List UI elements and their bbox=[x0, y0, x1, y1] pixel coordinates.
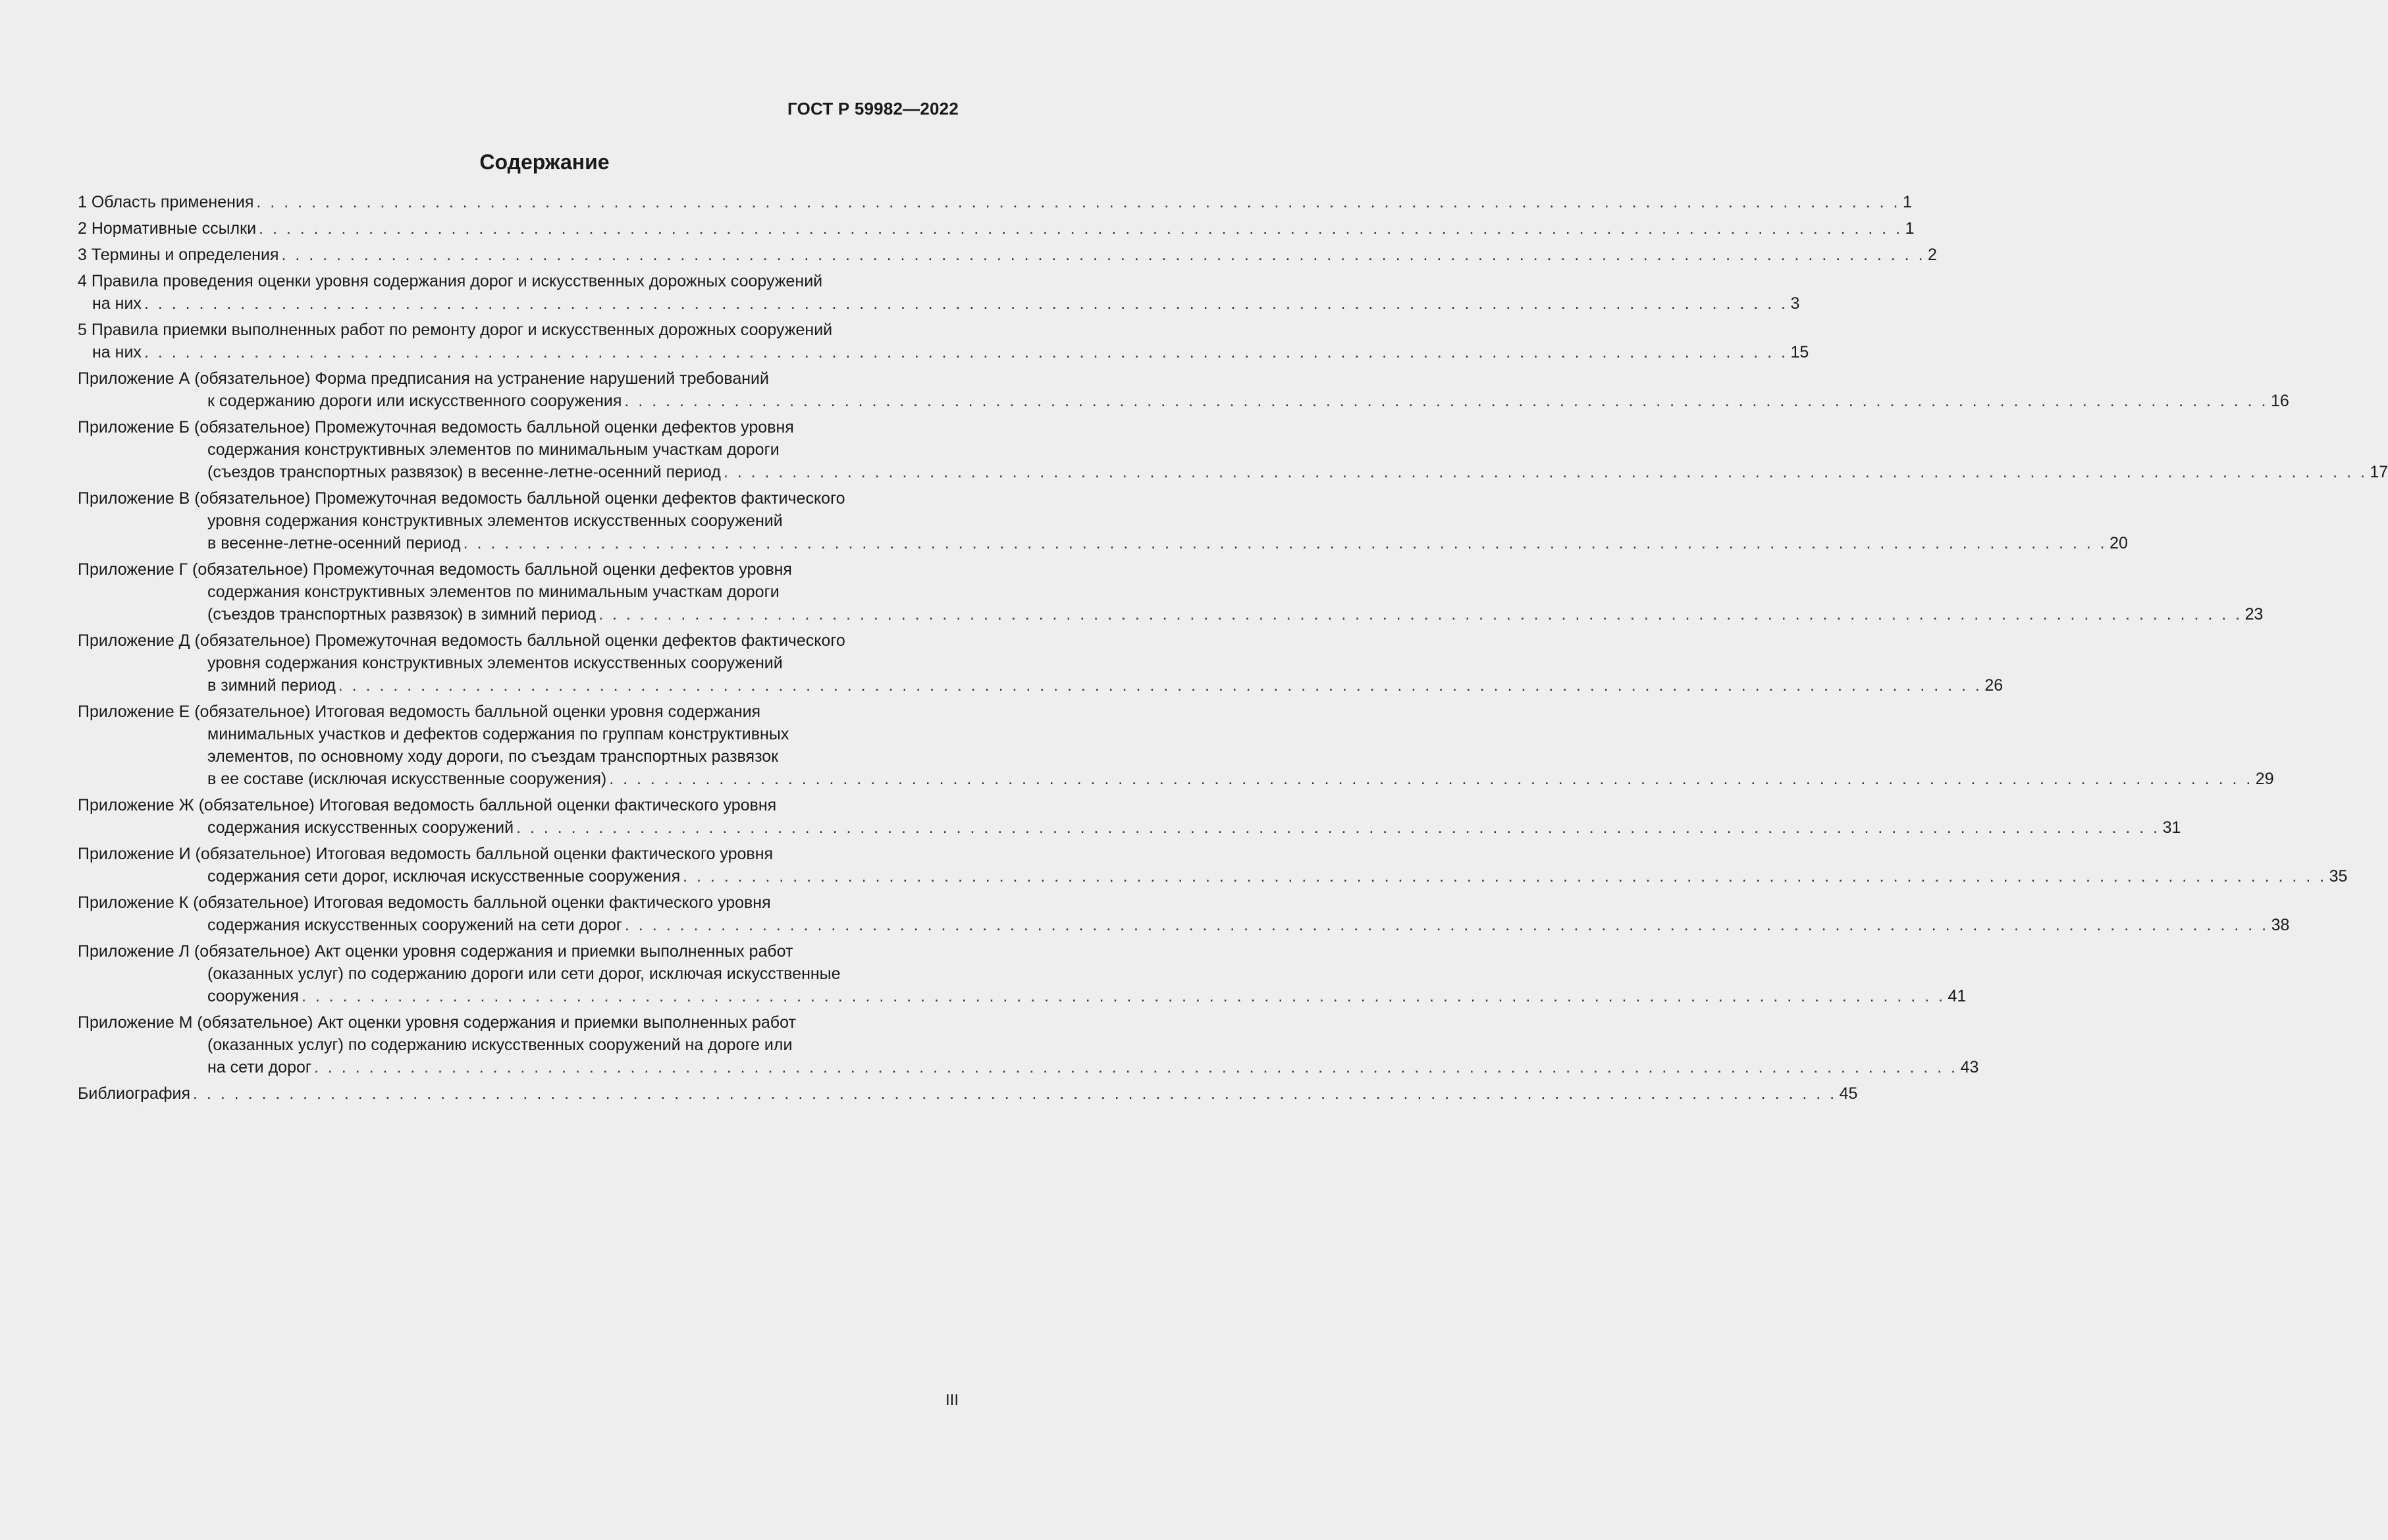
toc-entry-line: Приложение В (обязательное) Промежуточная ведомость балльной оценки дефектов фактического bbox=[78, 489, 845, 508]
toc-entry-line: минимальных участков и дефектов содержания по группам конструктивных bbox=[207, 725, 789, 743]
toc-entry-line: (съездов транспортных развязок) в зимний период bbox=[207, 605, 597, 624]
toc-entry[interactable] bbox=[78, 1082, 1858, 1105]
toc-entry[interactable] bbox=[78, 244, 1937, 266]
toc-entry-line: в весенне-летне-осенний период bbox=[207, 534, 461, 552]
toc-entry-line: 5 Правила приемки выполненных работ по ремонту дорог и искусственных дорожных сооружений bbox=[78, 321, 833, 339]
toc-page-number: 23 bbox=[2244, 605, 2264, 624]
page-title: Содержание bbox=[479, 150, 610, 174]
dot-leader: . . . . . . . . . . . . . . . . . . . . . . . . . . . . . . . . . . . . . . . . . . . . . . . . . . . . . . . . . . . . . . . . . . . . . . . . . . . . . . . . . . . . . . . . . . . . . . . . . . . . . . . . . . . . . . . . . . . . . . . . bbox=[609, 770, 2253, 788]
toc-entry-line: Приложение И (обязательное) Итоговая ведомость балльной оценки фактического уровня bbox=[78, 845, 774, 863]
toc-entry-line: Приложение К (обязательное) Итоговая ведомость балльной оценки фактического уровня bbox=[78, 893, 771, 912]
toc-page-number: 26 bbox=[1984, 676, 2003, 695]
toc-entry-line: Приложение Д (обязательное) Промежуточная ведомость балльной оценки дефектов фактического bbox=[78, 631, 845, 650]
toc-entry-line: Приложение А (обязательное) Форма предписания на устранение нарушений требований bbox=[78, 369, 769, 388]
toc-page-number: 31 bbox=[2162, 818, 2181, 837]
toc-entry-line: на них bbox=[92, 343, 142, 361]
dot-leader: . . . . . . . . . . . . . . . . . . . . . . . . . . . . . . . . . . . . . . . . . . . . . . . . . . . . . . . . . . . . . . . . . . . . . . . . . . . . . . . . . . . . . . . . . . . . . . . . . . . . . . . . . . . . . . . . . . . . . . . . bbox=[723, 463, 2368, 481]
dot-leader: . . . . . . . . . . . . . . . . . . . . . . . . . . . . . . . . . . . . . . . . . . . . . . . . . . . . . . . . . . . . . . . . . . . . . . . . . . . . . . . . . . . . . . . . . . . . . . . . . . . . . . . . . . . . . . . . . . . . . . . . bbox=[625, 916, 2269, 934]
toc-entry[interactable] bbox=[78, 701, 2274, 790]
dot-leader: . . . . . . . . . . . . . . . . . . . . . . . . . . . . . . . . . . . . . . . . . . . . . . . . . . . . . . . . . . . . . . . . . . . . . . . . . . . . . . . . . . . . . . . . . . . . . . . . . . . . . . . . . . . . . . . . . . . . . . . . bbox=[144, 343, 1788, 361]
dot-leader: . . . . . . . . . . . . . . . . . . . . . . . . . . . . . . . . . . . . . . . . . . . . . . . . . . . . . . . . . . . . . . . . . . . . . . . . . . . . . . . . . . . . . . . . . . . . . . . . . . . . . . . . . . . . . . . . . . . . . . . . bbox=[301, 987, 1946, 1005]
toc-entry[interactable] bbox=[78, 843, 2348, 888]
toc-page-number: 2 bbox=[1928, 246, 1937, 264]
toc-page-number: 45 bbox=[1839, 1084, 1858, 1103]
toc-entry-line: на сети дорог bbox=[207, 1058, 312, 1076]
toc-entry-line: Приложение Г (обязательное) Промежуточная ведомость балльной оценки дефектов уровня bbox=[78, 560, 792, 579]
toc-entry-line: к содержанию дороги или искусственного сооружения bbox=[207, 392, 622, 410]
toc-page-number: 16 bbox=[2270, 392, 2289, 410]
toc-entry-line: 4 Правила проведения оценки уровня содержания дорог и искусственных дорожных сооружений bbox=[78, 272, 823, 290]
toc-entry-line: содержания сети дорог, исключая искусственные сооружения bbox=[207, 867, 681, 886]
toc-page-number: 15 bbox=[1790, 343, 1809, 361]
toc-entry[interactable] bbox=[78, 629, 2003, 697]
toc-entry-line: Приложение М (обязательное) Акт оценки уровня содержания и приемки выполненных работ bbox=[78, 1013, 796, 1032]
toc-entry[interactable] bbox=[78, 1011, 1979, 1078]
toc-page-number: 38 bbox=[2271, 916, 2290, 934]
toc-entry-line: Библиография bbox=[78, 1084, 191, 1103]
dot-leader: . . . . . . . . . . . . . . . . . . . . . . . . . . . . . . . . . . . . . . . . . . . . . . . . . . . . . . . . . . . . . . . . . . . . . . . . . . . . . . . . . . . . . . . . . . . . . . . . . . . . . . . . . . . . . . . . . . . . . . . . bbox=[259, 219, 1903, 238]
toc-entry-line: на них bbox=[92, 294, 142, 313]
toc-entry-line: Приложение Е (обязательное) Итоговая ведомость балльной оценки уровня содержания bbox=[78, 703, 761, 721]
toc-entry-line: в ее составе (исключая искусственные сооружения) bbox=[207, 770, 607, 788]
toc-entry[interactable] bbox=[78, 191, 1912, 213]
toc-entry-line: уровня содержания конструктивных элементов искусственных сооружений bbox=[207, 512, 783, 530]
toc-entry-line: в зимний период bbox=[207, 676, 336, 695]
toc-page-number: 35 bbox=[2329, 867, 2348, 886]
toc-page-number: 43 bbox=[1960, 1058, 1979, 1076]
dot-leader: . . . . . . . . . . . . . . . . . . . . . . . . . . . . . . . . . . . . . . . . . . . . . . . . . . . . . . . . . . . . . . . . . . . . . . . . . . . . . . . . . . . . . . . . . . . . . . . . . . . . . . . . . . . . . . . . . . . . . . . . bbox=[624, 392, 2268, 410]
toc-entry[interactable] bbox=[78, 940, 1967, 1007]
toc-entry[interactable] bbox=[78, 217, 1915, 240]
toc-entry[interactable] bbox=[78, 891, 2290, 936]
dot-leader: . . . . . . . . . . . . . . . . . . . . . . . . . . . . . . . . . . . . . . . . . . . . . . . . . . . . . . . . . . . . . . . . . . . . . . . . . . . . . . . . . . . . . . . . . . . . . . . . . . . . . . . . . . . . . . . . . . . . . . . . bbox=[314, 1058, 1958, 1076]
toc-entry-line: содержания искусственных сооружений bbox=[207, 818, 514, 837]
table-of-contents bbox=[78, 191, 2388, 1109]
toc-entry[interactable] bbox=[78, 794, 2181, 839]
dot-leader: . . . . . . . . . . . . . . . . . . . . . . . . . . . . . . . . . . . . . . . . . . . . . . . . . . . . . . . . . . . . . . . . . . . . . . . . . . . . . . . . . . . . . . . . . . . . . . . . . . . . . . . . . . . . . . . . . . . . . . . . bbox=[256, 193, 1900, 211]
dot-leader: . . . . . . . . . . . . . . . . . . . . . . . . . . . . . . . . . . . . . . . . . . . . . . . . . . . . . . . . . . . . . . . . . . . . . . . . . . . . . . . . . . . . . . . . . . . . . . . . . . . . . . . . . . . . . . . . . . . . . . . . bbox=[281, 246, 1926, 264]
dot-leader: . . . . . . . . . . . . . . . . . . . . . . . . . . . . . . . . . . . . . . . . . . . . . . . . . . . . . . . . . . . . . . . . . . . . . . . . . . . . . . . . . . . . . . . . . . . . . . . . . . . . . . . . . . . . . . . . . . . . . . . . bbox=[598, 605, 2242, 624]
toc-entry-line: элементов, по основному ходу дороги, по съездам транспортных развязок bbox=[207, 747, 779, 766]
toc-entry-line: сооружения bbox=[207, 987, 299, 1005]
toc-entry-line: (съездов транспортных развязок) в весенне-летне-осенний период bbox=[207, 463, 721, 481]
dot-leader: . . . . . . . . . . . . . . . . . . . . . . . . . . . . . . . . . . . . . . . . . . . . . . . . . . . . . . . . . . . . . . . . . . . . . . . . . . . . . . . . . . . . . . . . . . . . . . . . . . . . . . . . . . . . . . . . . . . . . . . . bbox=[144, 294, 1788, 313]
toc-entry[interactable] bbox=[78, 319, 1809, 363]
toc-entry[interactable] bbox=[78, 270, 1800, 315]
toc-entry[interactable] bbox=[78, 416, 2388, 483]
toc-entry-line: Приложение Ж (обязательное) Итоговая ведомость балльной оценки фактического уровня bbox=[78, 796, 777, 814]
toc-entry-line: уровня содержания конструктивных элементов искусственных сооружений bbox=[207, 654, 783, 672]
page-folio: III bbox=[945, 1391, 959, 1409]
toc-entry-line: 2 Нормативные ссылки bbox=[78, 219, 257, 238]
document-code: ГОСТ Р 59982—2022 bbox=[787, 99, 959, 119]
toc-entry-line: содержания конструктивных элементов по минимальным участкам дороги bbox=[207, 583, 780, 601]
toc-entry-line: (оказанных услуг) по содержанию искусственных сооружений на дороге или bbox=[207, 1036, 793, 1054]
toc-page-number: 1 bbox=[1902, 193, 1912, 211]
toc-page-number: 17 bbox=[2370, 463, 2388, 481]
dot-leader: . . . . . . . . . . . . . . . . . . . . . . . . . . . . . . . . . . . . . . . . . . . . . . . . . . . . . . . . . . . . . . . . . . . . . . . . . . . . . . . . . . . . . . . . . . . . . . . . . . . . . . . . . . . . . . . . . . . . . . . . bbox=[193, 1084, 1837, 1103]
toc-entry-line: содержания искусственных сооружений на сети дорог bbox=[207, 916, 623, 934]
dot-leader: . . . . . . . . . . . . . . . . . . . . . . . . . . . . . . . . . . . . . . . . . . . . . . . . . . . . . . . . . . . . . . . . . . . . . . . . . . . . . . . . . . . . . . . . . . . . . . . . . . . . . . . . . . . . . . . . . . . . . . . . bbox=[516, 818, 2160, 837]
toc-page-number: 29 bbox=[2255, 770, 2274, 788]
toc-entry-line: Приложение Л (обязательное) Акт оценки уровня содержания и приемки выполненных работ bbox=[78, 942, 793, 961]
toc-entry-line: 3 Термины и определения bbox=[78, 246, 279, 264]
toc-entry[interactable] bbox=[78, 367, 2289, 412]
toc-page-number: 41 bbox=[1948, 987, 1967, 1005]
toc-page-number: 1 bbox=[1905, 219, 1915, 238]
toc-entry[interactable] bbox=[78, 558, 2264, 625]
dot-leader: . . . . . . . . . . . . . . . . . . . . . . . . . . . . . . . . . . . . . . . . . . . . . . . . . . . . . . . . . . . . . . . . . . . . . . . . . . . . . . . . . . . . . . . . . . . . . . . . . . . . . . . . . . . . . . . . . . . . . . . . bbox=[683, 867, 2327, 886]
dot-leader: . . . . . . . . . . . . . . . . . . . . . . . . . . . . . . . . . . . . . . . . . . . . . . . . . . . . . . . . . . . . . . . . . . . . . . . . . . . . . . . . . . . . . . . . . . . . . . . . . . . . . . . . . . . . . . . . . . . . . . . . bbox=[463, 534, 2108, 552]
toc-entry-line: Приложение Б (обязательное) Промежуточная ведомость балльной оценки дефектов уровня bbox=[78, 418, 794, 437]
toc-entry-line: содержания конструктивных элементов по минимальным участкам дороги bbox=[207, 440, 780, 459]
toc-entry-line: (оказанных услуг) по содержанию дороги или сети дорог, исключая искусственные bbox=[207, 965, 841, 983]
toc-page-number: 3 bbox=[1790, 294, 1800, 313]
toc-entry-line: 1 Область применения bbox=[78, 193, 254, 211]
toc-page-number: 20 bbox=[2109, 534, 2128, 552]
dot-leader: . . . . . . . . . . . . . . . . . . . . . . . . . . . . . . . . . . . . . . . . . . . . . . . . . . . . . . . . . . . . . . . . . . . . . . . . . . . . . . . . . . . . . . . . . . . . . . . . . . . . . . . . . . . . . . . . . . . . . . . . bbox=[338, 676, 1982, 695]
toc-entry[interactable] bbox=[78, 487, 2128, 554]
